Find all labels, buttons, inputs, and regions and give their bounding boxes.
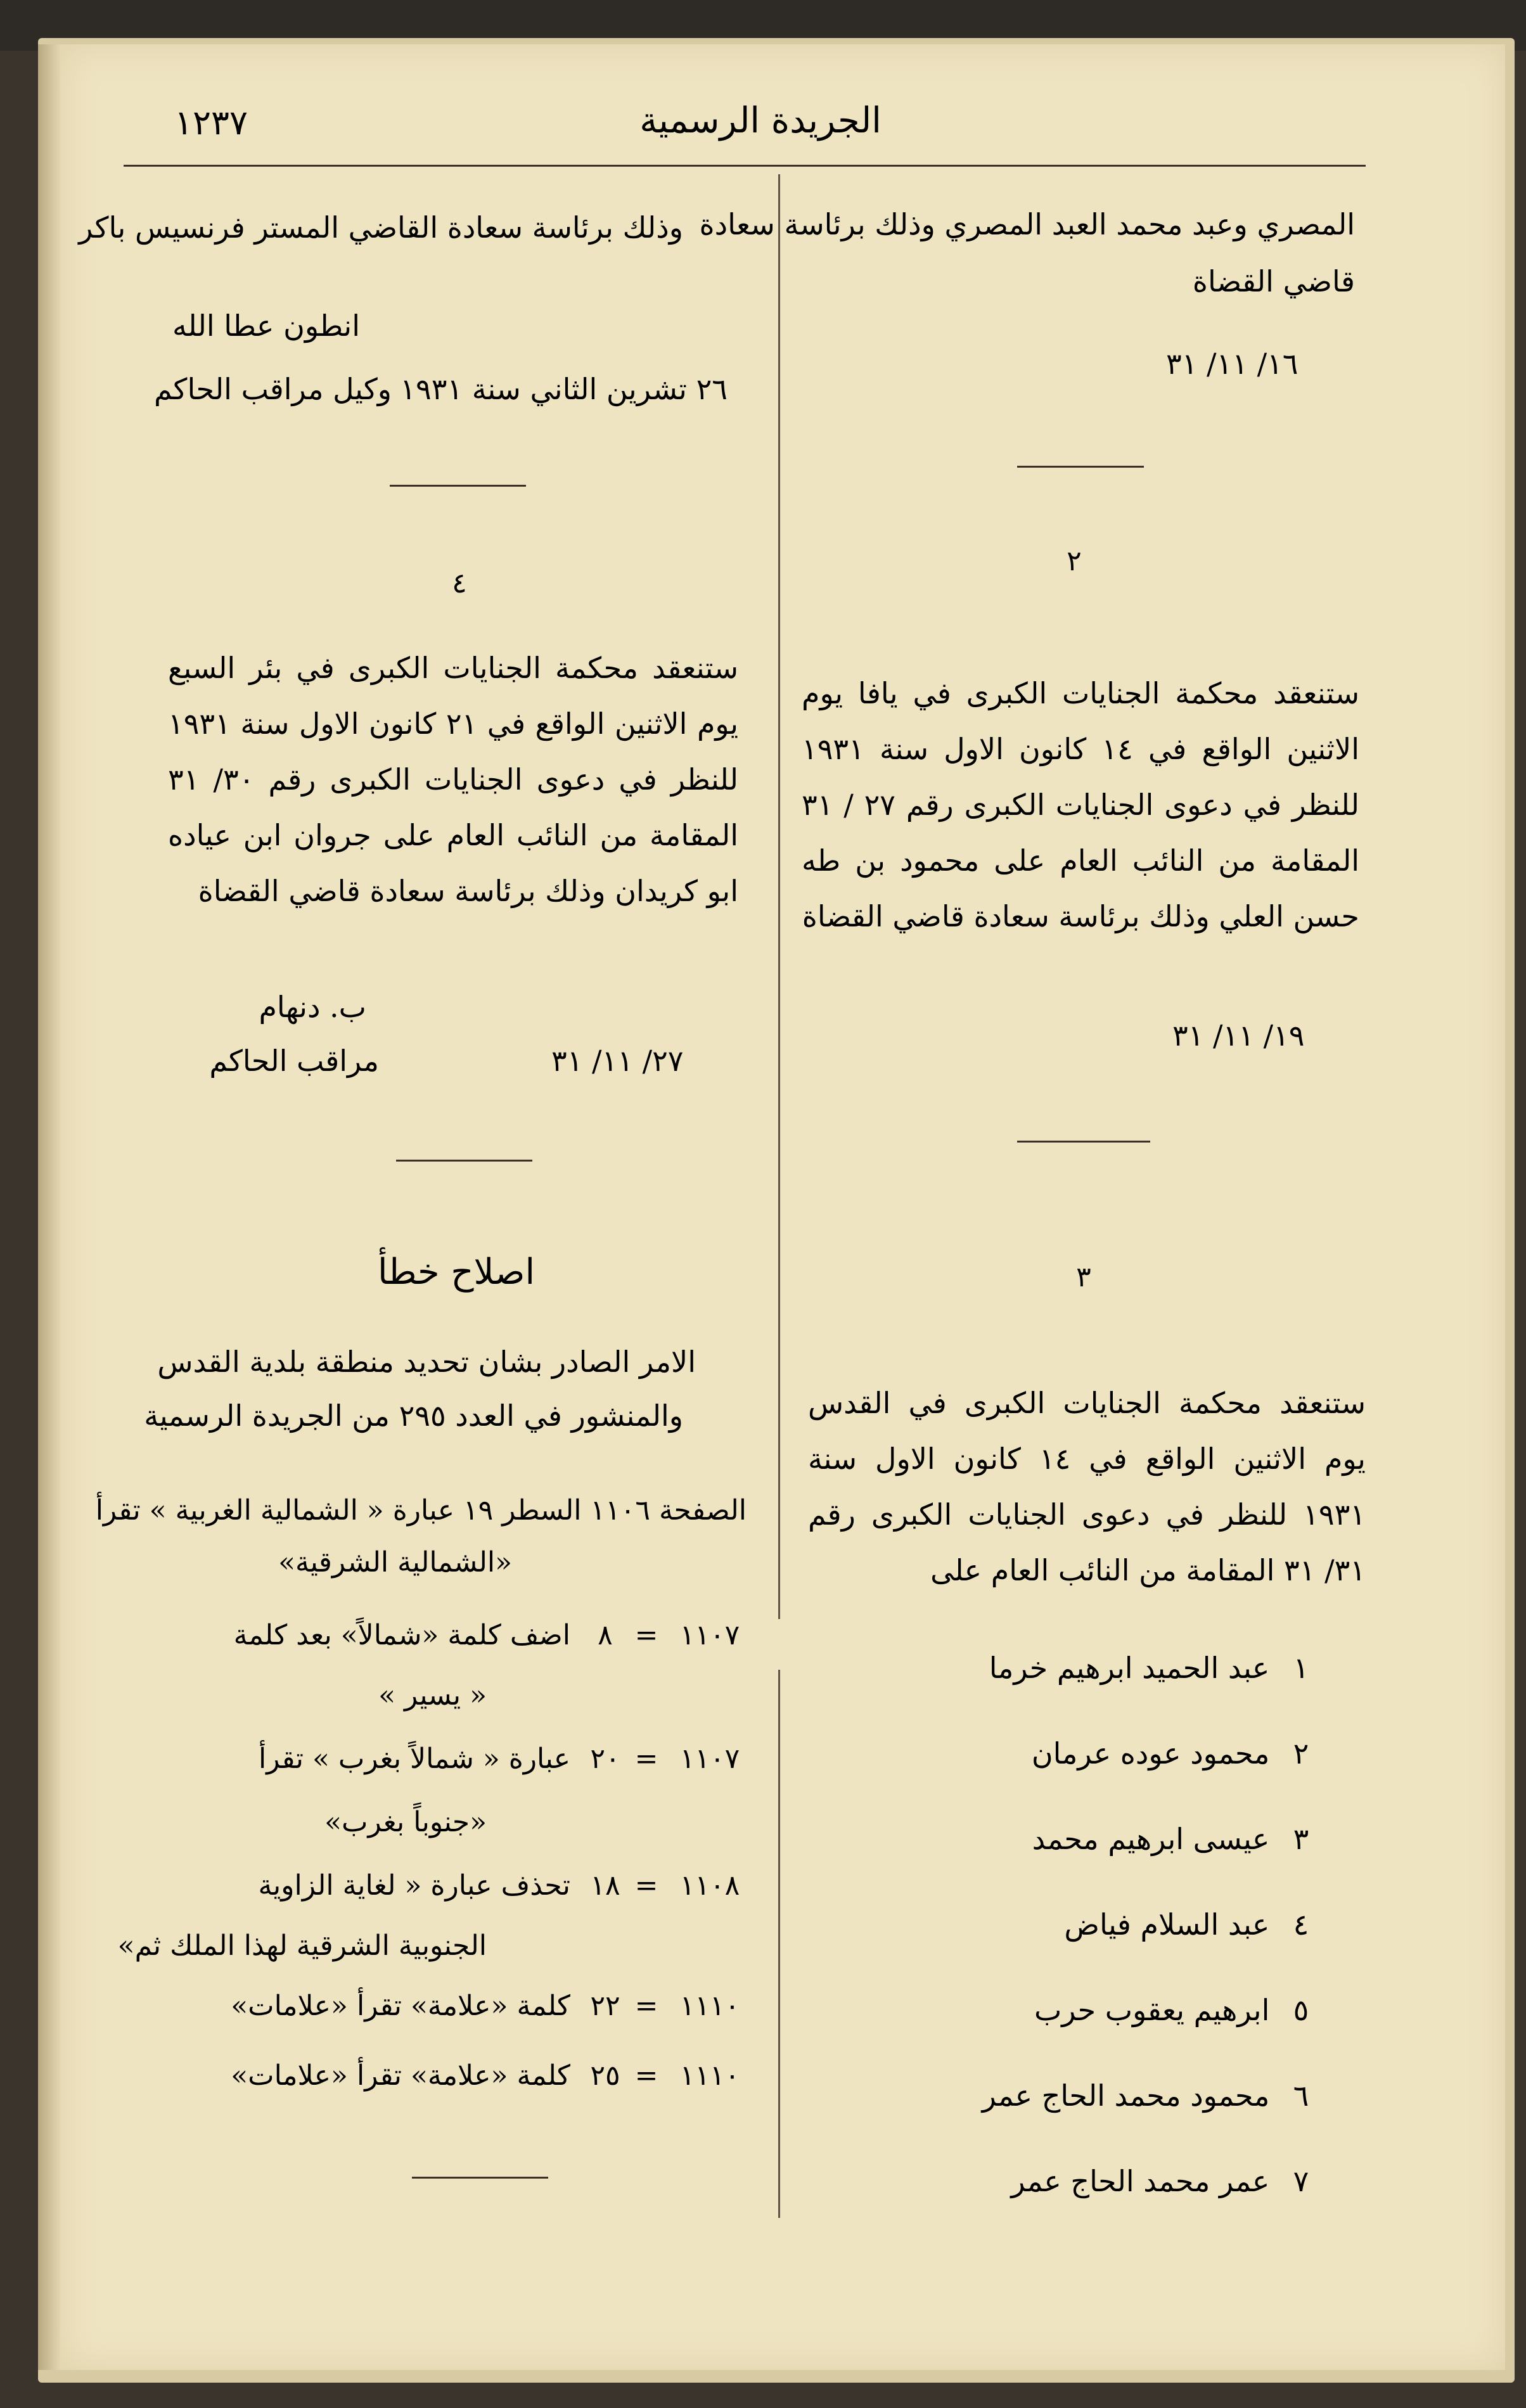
separator <box>1017 1141 1150 1143</box>
correction-line: ٢٠ <box>590 1743 620 1775</box>
separator <box>1017 466 1144 468</box>
correction-first-line: الصفحة ١١٠٦ السطر ١٩ عبارة « الشمالية الغربية » تقرأ <box>95 1494 747 1527</box>
correction-heading: اصلاح خطأ <box>377 1252 535 1293</box>
list-item-name: عمر محمد الحاج عمر <box>1011 2164 1270 2198</box>
notice-2-text: ستنعقد محكمة الجنايات الكبرى في يافا يوم الاثنين الواقع في ١٤ كانون الاول سنة ١٩٣١ للنظر في دعوى الجنايات الكبرى رقم ٢٧ / ٣١ المقامة من النائب العام على محمود بن طه حسن العلي وذلك برئاسة سعادة قاضي القضاة <box>802 676 1360 933</box>
correction-line: ٢٢ <box>590 1990 620 2022</box>
list-item-number: ٣ <box>1293 1822 1309 1856</box>
separator <box>390 485 526 487</box>
list-item-number: ٤ <box>1293 1907 1309 1942</box>
notice-4-signatory: ب. دنهام <box>259 990 366 1024</box>
header-rule <box>124 165 1366 167</box>
list-item <box>989 1651 1323 1685</box>
correction-line: ٢٥ <box>590 2059 620 2092</box>
left-intro-line1: وذلك برئاسة سعادة القاضي المستر فرنسيس باكر <box>79 210 683 245</box>
notice-4-date: ٢٧/ ١١/ ٣١ <box>551 1044 684 1078</box>
correction-ditto: = <box>634 1869 658 1902</box>
correction-row <box>158 1743 754 1775</box>
notice-3-text: ستنعقد محكمة الجنايات الكبرى في القدس يوم الاثنين الواقع في ١٤ كانون الاول سنة ١٩٣١ للنظر في دعوى الجنايات الكبرى رقم ٣١/ ٣١ المقامة من النائب العام على <box>808 1386 1366 1587</box>
left-intro-signatory: انطون عطا الله <box>172 309 360 343</box>
notice-4-number: ٤ <box>452 567 467 599</box>
correction-page: ١١٠٨ <box>679 1869 740 1902</box>
correction-text: عبارة « شمالاً بغرب » تقرأ <box>259 1743 570 1775</box>
correction-line: ٨ <box>598 1619 613 1651</box>
gazette-title: الجريدة الرسمية <box>639 100 882 141</box>
list-item <box>1032 1736 1323 1771</box>
list-item-number: ١ <box>1293 1651 1309 1685</box>
list-item <box>1064 1907 1323 1942</box>
correction-ditto: = <box>634 1619 658 1651</box>
correction-row-cont: الجنوبية الشرقية لهذا الملك ثم» <box>117 1930 487 1962</box>
list-item-name: محمود عوده عرمان <box>1031 1736 1270 1771</box>
page-gutter-shadow <box>38 44 63 2370</box>
correction-ditto: = <box>634 2059 658 2092</box>
list-item <box>1011 2164 1323 2198</box>
notice-2-number: ٢ <box>1067 545 1082 577</box>
correction-row <box>158 1869 754 1902</box>
correction-row <box>158 2059 754 2092</box>
column-divider-gap <box>778 1619 780 1670</box>
correction-row <box>158 1990 754 2022</box>
notice-4-text: ستنعقد محكمة الجنايات الكبرى في بئر السبع يوم الاثنين الواقع في ٢١ كانون الاول سنة ١٩٣١ للنظر في دعوى الجنايات الكبرى رقم ٣٠/ ٣١ المقامة من النائب العام على جروان ابن عياده ابو كريدان وذلك برئاسة سعادة قاضي القضاة <box>168 651 739 908</box>
correction-row-cont: « يسير » <box>378 1679 487 1712</box>
correction-page: ١١١٠ <box>679 2059 740 2092</box>
list-item-name: عيسى ابرهيم محمد <box>1032 1822 1270 1856</box>
separator <box>396 1160 532 1162</box>
list-item-number: ٦ <box>1293 2078 1309 2113</box>
correction-row <box>158 1619 754 1651</box>
correction-text: كلمة «علامة» تقرأ «علامات» <box>231 2059 570 2092</box>
notice-3-number: ٣ <box>1076 1261 1091 1293</box>
notice-4-title: مراقب الحاكم <box>209 1044 379 1078</box>
correction-page: ١١١٠ <box>679 1990 740 2022</box>
list-item-name: عبد السلام فياض <box>1064 1907 1270 1942</box>
column-divider <box>778 174 780 2218</box>
correction-text: تحذف عبارة « لغاية الزاوية <box>258 1869 570 1902</box>
list-item-name: محمود محمد الحاج عمر <box>982 2078 1270 2113</box>
correction-ditto: = <box>634 1990 658 2022</box>
list-item-name: عبد الحميد ابرهيم خرما <box>989 1651 1270 1685</box>
correction-subtitle-line2: والمنشور في العدد ٢٩٥ من الجريدة الرسمية <box>144 1399 683 1433</box>
left-intro-title: وكيل مراقب الحاكم <box>153 372 392 406</box>
correction-subtitle-line1: الامر الصادر بشان تحديد منطقة بلدية القدس <box>157 1345 696 1379</box>
right-intro-line2: قاضي القضاة <box>1192 264 1355 298</box>
right-intro-date: ١٦/ ١١/ ٣١ <box>1166 347 1298 381</box>
list-item <box>982 2078 1323 2113</box>
list-item <box>1032 1822 1323 1856</box>
right-intro-line1: المصري وعبد محمد العبد المصري وذلك برئاسة سعادة <box>699 207 1355 241</box>
correction-page: ١١٠٧ <box>679 1743 740 1775</box>
correction-line: ١٨ <box>590 1869 620 1902</box>
correction-text: اضف كلمة «شمالاً» بعد كلمة <box>233 1619 570 1651</box>
correction-first-cont: «الشمالية الشرقية» <box>278 1546 512 1579</box>
correction-page: ١١٠٧ <box>679 1619 740 1651</box>
correction-text: كلمة «علامة» تقرأ «علامات» <box>231 1990 570 2022</box>
page-number: ١٢٣٧ <box>174 103 248 143</box>
list-item-number: ٧ <box>1293 2164 1309 2198</box>
correction-ditto: = <box>634 1743 658 1775</box>
notice-2-date: ١٩/ ١١/ ٣١ <box>1172 1018 1305 1053</box>
list-item-number: ٥ <box>1293 1993 1309 2027</box>
list-item <box>1034 1993 1323 2027</box>
list-item-number: ٢ <box>1293 1736 1309 1771</box>
list-item-name: ابرهيم يعقوب حرب <box>1034 1993 1270 2027</box>
correction-row-cont: «جنوباً بغرب» <box>324 1806 487 1838</box>
left-intro-date: ٢٦ تشرين الثاني سنة ١٩٣١ <box>400 372 728 406</box>
separator <box>412 2177 548 2179</box>
